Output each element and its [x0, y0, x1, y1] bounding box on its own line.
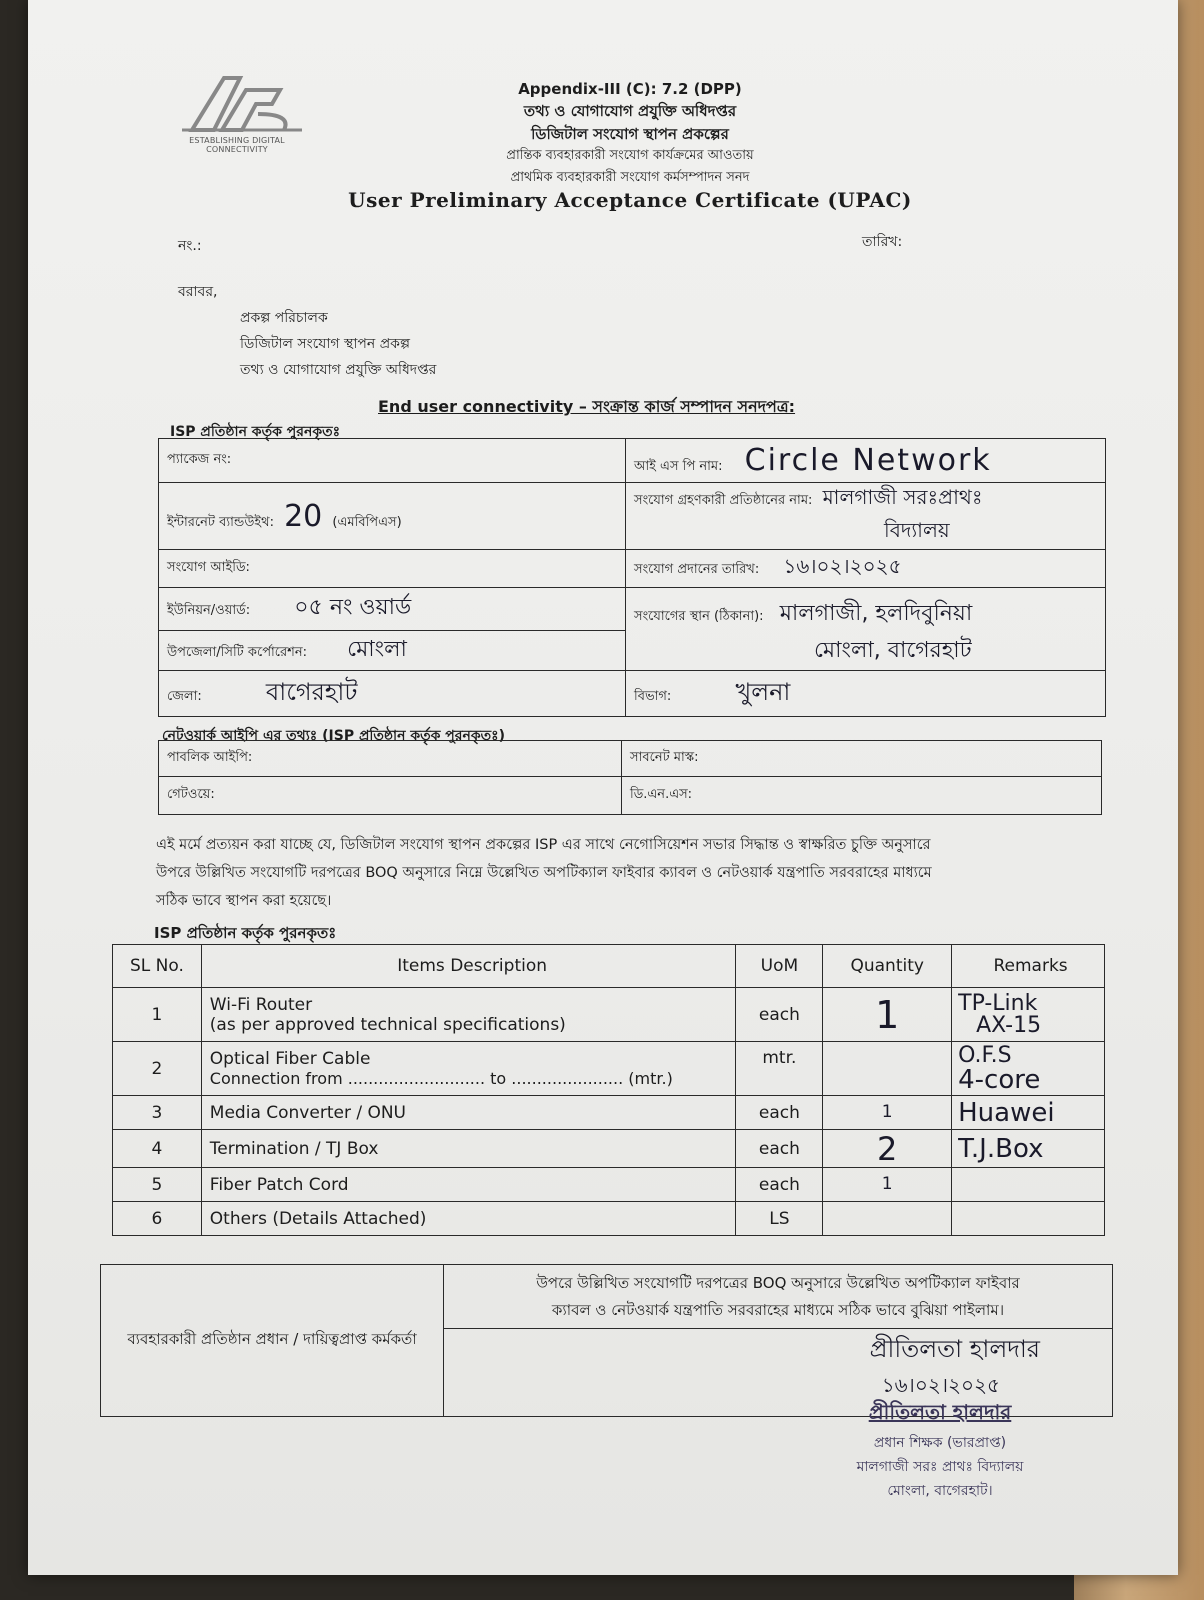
- address-to: বরাবর,: [178, 284, 218, 300]
- acceptance-statement-2: ক্যাবল ও নেটওয়ার্ক যন্ত্রপাতি সরবরাহের মাধ্যমে সঠিক ভাবে বুঝিয়া পাইলাম।: [551, 1300, 1005, 1319]
- logo-caption: ESTABLISHING DIGITAL CONNECTIVITY: [189, 136, 285, 154]
- package-label: প্যাকেজ নং:: [167, 452, 232, 467]
- row-uom: each: [736, 1096, 823, 1130]
- certification-line-1: এই মর্মে প্রত্যয়ন করা যাচ্ছে যে, ডিজিটাল সংযোগ স্থাপন প্রকল্পের ISP এর সাথে নেগোসিয়েশন সভার সিদ্ধান্ত ও স্বাক্ষরিত চুক্তি অনুসারে: [156, 837, 931, 853]
- row-sl: 1: [113, 988, 202, 1042]
- row-uom: each: [736, 988, 823, 1042]
- table-row: [113, 1096, 1105, 1130]
- dns-cell: [622, 777, 1102, 815]
- header-description: Items Description: [201, 945, 736, 988]
- row-description: Others (Details Attached): [201, 1202, 736, 1236]
- subnet-label: সাবনেট মাস্ক:: [630, 750, 699, 765]
- row-remarks-1: O.F.S: [958, 1042, 1012, 1068]
- header-quantity: Quantity: [823, 945, 952, 988]
- row-description: Fiber Patch Cord: [201, 1168, 736, 1202]
- row-remarks: [952, 1042, 1105, 1096]
- isp-name-cell: [626, 439, 1106, 483]
- row-description-sub: (as per approved technical specifications): [209, 1014, 566, 1035]
- row-uom: each: [736, 1168, 823, 1202]
- public-ip-label: পাবলিক আইপি:: [167, 750, 253, 765]
- row-quantity: [823, 1202, 952, 1236]
- row-uom: mtr.: [736, 1042, 823, 1096]
- logo-graphic: [162, 70, 312, 136]
- bandwidth-value: 20: [284, 498, 323, 534]
- header-remarks: Remarks: [952, 945, 1105, 988]
- items-table: [112, 944, 1105, 1236]
- row-quantity: 1: [823, 1096, 952, 1130]
- row-remarks: [952, 1168, 1105, 1202]
- table-row: [113, 1042, 1105, 1096]
- date-label: তারিখ:: [862, 234, 903, 250]
- stamp-school: মালগাজী সরঃ প্রাথঃ বিদ্যালয়: [856, 1459, 1024, 1475]
- connection-id-label: সংযোগ আইডি:: [167, 560, 250, 575]
- network-info-table: [158, 740, 1102, 815]
- bandwidth-label: ইন্টারনেট ব্যান্ডউইথ:: [167, 514, 274, 530]
- subnet-cell: [622, 741, 1102, 777]
- page-title: User Preliminary Acceptance Certificate (UPAC): [348, 188, 912, 212]
- isp-name-label: আই এস পি নাম:: [634, 459, 723, 474]
- appendix-label: Appendix-III (C): 7.2 (DPP): [518, 80, 742, 98]
- org-cell: [626, 483, 1106, 550]
- upazila-value: মোংলা: [347, 636, 407, 662]
- district-cell: [159, 671, 626, 717]
- org-value-1: মালগাজী সরঃপ্রাথঃ: [822, 485, 983, 509]
- district-value: বাগেরহাট: [265, 677, 358, 706]
- location-cell: [626, 588, 1106, 671]
- isp-section-label-2: ISP প্রতিষ্ঠান কর্তৃক পুরনকৃতঃ: [154, 924, 337, 942]
- certification-line-3: সঠিক ভাবে স্থাপন করা হয়েছে।: [156, 893, 332, 909]
- signature-date: ১৬।০২।২০২৫: [881, 1373, 1000, 1397]
- union-value: ০৫ নং ওয়ার্ড: [294, 595, 412, 621]
- division-cell: [626, 671, 1106, 717]
- table-row: [113, 1130, 1105, 1168]
- isp-section-label: ISP প্রতিষ্ঠান কর্তৃক পুরনকৃতঃ: [170, 424, 341, 440]
- header-sl: SL No.: [113, 945, 202, 988]
- bandwidth-unit: (এমবিপিএস): [332, 514, 402, 530]
- gateway-label: গেটওয়ে:: [167, 787, 215, 802]
- package-cell: [159, 439, 626, 483]
- location-label: সংযোগের স্থান (ঠিকানা):: [634, 609, 764, 624]
- acceptance-statement-1: উপরে উল্লিখিত সংযোগটি দরপত্রের BOQ অনুসারে উল্লেখিত অপটিক্যাল ফাইবার: [536, 1273, 1020, 1292]
- row-sl: 5: [113, 1168, 202, 1202]
- subject-line: End user connectivity – সংক্রান্ত কার্জ সম্পাদন সনদপত্র:: [378, 397, 796, 416]
- project-name: ডিজিটাল সংযোগ স্থাপন প্রকল্পের: [531, 125, 729, 143]
- division-value: খুলনা: [735, 677, 791, 706]
- connection-id-cell: [159, 550, 626, 588]
- row-remarks-2: AX-15: [976, 1012, 1042, 1038]
- row-quantity: 1: [823, 988, 952, 1042]
- row-quantity: 1: [823, 1168, 952, 1202]
- row-description: [201, 988, 736, 1042]
- row-remarks: T.J.Box: [952, 1130, 1105, 1168]
- acceptance-signature-table: [100, 1264, 1113, 1417]
- row-remarks-1: TP-Link: [958, 990, 1038, 1016]
- row-description: Termination / TJ Box: [201, 1130, 736, 1168]
- address-line-1: প্রকল্প পরিচালক: [240, 310, 328, 326]
- division-label: বিভাগ:: [634, 688, 672, 704]
- header-uom: UoM: [736, 945, 823, 988]
- row-sl: 3: [113, 1096, 202, 1130]
- row-sl: 4: [113, 1130, 202, 1168]
- org-label: সংযোগ গ্রহণকারী প্রতিষ্ঠানের নাম:: [634, 493, 813, 508]
- upazila-label: উপজেলা/সিটি কর্পোরেশন:: [167, 644, 308, 660]
- connection-info-table: [158, 438, 1106, 717]
- district-label: জেলা:: [167, 688, 202, 704]
- row-quantity: [823, 1042, 952, 1096]
- program-line: প্রান্তিক ব্যবহারকারী সংযোগ কার্যক্রমের আওতায়: [506, 148, 754, 163]
- gateway-cell: [159, 777, 622, 815]
- project-logo: [162, 70, 312, 154]
- address-line-2: ডিজিটাল সংযোগ স্থাপন প্রকল্প: [240, 336, 410, 352]
- row-description-sub: Connection from ........................... to ...................... (mtr.): [209, 1069, 673, 1088]
- table-row: [113, 1202, 1105, 1236]
- location-value-1: মালগাজী, হলদিবুনিয়া: [779, 601, 973, 626]
- stamp-place: মোংলা, বাগেরহাট।: [887, 1483, 993, 1499]
- union-label: ইউনিয়ন/ওয়ার্ড:: [167, 603, 251, 619]
- row-remarks: [952, 1202, 1105, 1236]
- upazila-cell: [159, 630, 626, 670]
- bandwidth-cell: [159, 483, 626, 550]
- connection-date-value: ১৬।০২।২০২৫: [783, 554, 902, 578]
- official-stamp: [820, 1398, 1060, 1503]
- row-description: Media Converter / ONU: [201, 1096, 736, 1130]
- row-remarks: [952, 988, 1105, 1042]
- dns-label: ডি.এন.এস:: [630, 787, 693, 802]
- row-quantity: 2: [823, 1130, 952, 1168]
- row-uom: LS: [736, 1202, 823, 1236]
- department-name: তথ্য ও যোগাযোগ প্রযুক্তি অধিদপ্তর: [523, 102, 737, 120]
- connection-date-cell: [626, 550, 1106, 588]
- row-remarks: Huawei: [952, 1096, 1105, 1130]
- union-cell: [159, 588, 626, 631]
- connection-date-label: সংযোগ প্রদানের তারিখ:: [634, 562, 760, 577]
- address-line-3: তথ্য ও যোগাযোগ প্রযুক্তি অধিদপ্তর: [240, 362, 437, 378]
- acceptance-statement: [444, 1265, 1113, 1329]
- public-ip-cell: [159, 741, 622, 777]
- row-uom: each: [736, 1130, 823, 1168]
- row-remarks-2: 4-core: [958, 1064, 1041, 1095]
- location-value-2: মোংলা, বাগেরহাট: [814, 638, 972, 663]
- stamp-title: প্রধান শিক্ষক (ভারপ্রাপ্ত): [873, 1435, 1007, 1451]
- handwritten-signature: প্রীতিলতা হালদার: [869, 1335, 1040, 1363]
- table-row: [113, 1168, 1105, 1202]
- table-row: [113, 988, 1105, 1042]
- row-sl: 6: [113, 1202, 202, 1236]
- org-value-2: বিদ্যালয়: [884, 518, 950, 542]
- isp-name-value: Circle Network: [744, 443, 992, 478]
- row-sl: 2: [113, 1042, 202, 1096]
- certification-line-2: উপরে উল্লিখিত সংযোগটি দরপত্রের BOQ অনুসারে নিম্নে উল্লেখিত অপটিক্যাল ফাইবার ক্যাবল ও নেটওয়ার্ক যন্ত্রপাতি সরবরাহের মাধ্যমে: [156, 865, 932, 881]
- row-description-main: Wi-Fi Router: [209, 994, 313, 1015]
- certificate-subtitle: প্রাথমিক ব্যবহারকারী সংযোগ কর্মসম্পাদন সনদ: [510, 170, 750, 185]
- row-description-main: Optical Fiber Cable: [209, 1049, 371, 1069]
- stamp-name: প্রীতিলতা হালদার: [868, 1400, 1012, 1424]
- signatory-label: ব্যবহারকারী প্রতিষ্ঠান প্রধান / দায়িত্বপ্রাপ্ত কর্মকর্তা: [101, 1265, 444, 1417]
- row-description: [201, 1042, 736, 1096]
- number-label: নং.:: [178, 238, 202, 254]
- network-section-label: নেটওয়ার্ক আইপি এর তথ্যঃ (ISP প্রতিষ্ঠান কর্তৃক পুরনকৃতঃ): [162, 728, 506, 744]
